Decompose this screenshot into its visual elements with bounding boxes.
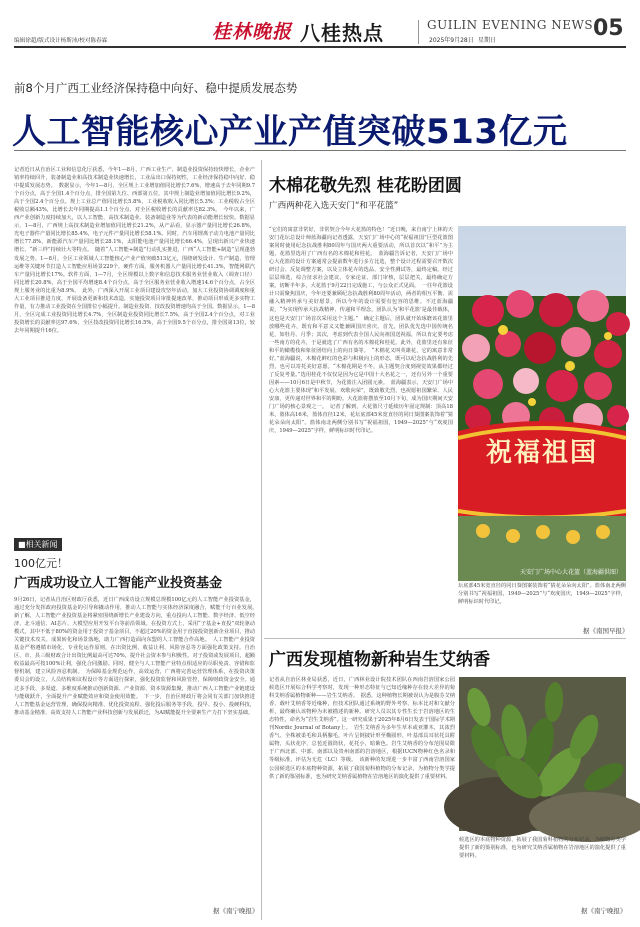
related-subhead: 100亿元！ bbox=[14, 557, 68, 570]
lead-rule bbox=[14, 150, 626, 151]
related-headline: 广西成功设立人工智能产业投资基金 bbox=[14, 576, 223, 591]
page-number: 05 bbox=[593, 16, 624, 41]
plant-article-body: 记者从自治区林业局获悉，近日，广西林业设计院技术团队在西南岩溶国家公园候选区开展综合科学考察时，发现一种形态特征与已知近缘种存在较大差异的菊科艾纳香属植物新种——岩生艾纳香。 据悉，这种植物长期被误认为是腹芬艾纳香、载叶艾纳香等近缘种，但技术团队通过系统的野外考察、标本比对和文献分析，最终确认该物种为未被描述的新种。研究人员以其专性生长于岩溶地区的生态特性，命名为“岩生艾纳香”。这一研究成果于2025年8月6日发表于国际学术期刊Nordic Journal of Botany上。 岩生艾纳香为多年生草本或亚灌木，其浓烈香气、全株被柔毛和具柄腺毛，叶片呈倒披针形至椭圆形，叶基部具耳状托具附属物，头状花序，总苞近圆筒状，花托小，暗紫色。岩生艾纳香的分布范围局限于广西北部、中部、南部以及贵州南部的岩溶地区，根据IUCN物种红色名录和等级标准，评估为无危（LC）等级。 该新种的发现进一步丰富了西南岩溶国家公园候选区的本底物种资源，拓展了我国菊科植物的分布记录，为植物分类学提供了新的鉴别标准，也为研究艾纳香属植物在岩溶地区的演化提供了重要材料。 bbox=[269, 677, 455, 780]
section-title: 八桂热点 bbox=[300, 21, 384, 45]
flowers-article-body-cont: 坛底部45米宽直径的同日葵图案装饰着“猜花朵朵向太阳”。篮体南北两侧分别书写“祝福祖国，1949—2025”与“欢度国庆，1949—2025”字样，鲜明标识时代印记。 bbox=[458, 583, 626, 606]
paper-english-name: GUILIN EVENING NEWS bbox=[427, 18, 594, 32]
newspaper-logo: 桂林晚报 bbox=[212, 21, 293, 43]
flower-basket-photo bbox=[458, 226, 626, 581]
header-divider bbox=[418, 20, 419, 44]
editor-credits: 编辑徐超/版式设计杨斯沛/校对陈春霖 bbox=[14, 38, 108, 44]
flower-basket-illustration bbox=[458, 226, 626, 581]
related-tag-label: 相关新闻 bbox=[25, 540, 58, 549]
flowers-bottom-rule bbox=[264, 638, 626, 639]
lead-kicker: 前8个月广西工业经济保持稳中向好、稳中提质发展态势 bbox=[14, 81, 298, 95]
related-article-body: 9月26日，记者从自治区财政厅获悉，近日广西成功设立规模总规模100亿元的人工智能产业投资基金，通过充分发挥政府投资基金的引导和撬动作用，推动人工智能与实体经济深度融合，赋能千行百业发展。 新了解，人工智能产业投资基金将紧密围绕新增长产业建设方向，重点投向人工智能、数字经济、低空经济、北斗通信、AI芯片、大模型应用开发平台等前沿领域。在投资方式上，采用“子基金+直投”双轮驱动模式，其中不低于80%的资金用于投资子基金项目，不超过20%的资金用于直接投资创新企业项目，推动关键技术攻关、成果转化和场景落地，助力广西打造面向东盟的人工智能合作高地。 人工智能产业投资基金严格遵循市场化、专业化运作原则，在出资比例、收益让利、风险容忍等方面强化政策支持。自治区、市、县三级财政合计出资比例最高可达70%，提升社会资本参与积极性。对子投资或发展项目，超额收益最高可按100%让利，强化合同激励。同时，健全与人工智能产业特点相适应的尽职免责、容错和监督机制，建立风险容忍机制。 为保障基金规范运作，高效运营，广西将完善运营管理体系，在投资决策委员会的设立，人员结构和议程设计等方面进行探索，强化投资监督和风险管控，保障财政资金安全。通过多手段、多渠道、多维度系统推动创新资源、产业资源、资本资源集聚，推动广西人工智能产业链建设与能级跃升，全面提升产业赋能效应和资金使用效能。 下一步，自治区财政厅将会同有关部门加快推进人工智能基金运营管理，确保投向精准、优化投资流程、强化投后服务等手段，投早、投小、投硬科技，推动基金精准、高效支持人工智能产业科技创新与发展跃迁，为AI赋能提升全要素生产力打下坚实基础。 bbox=[14, 597, 261, 716]
related-news-tag bbox=[14, 538, 62, 551]
flowers-source: 据《南国早报》 bbox=[583, 627, 629, 635]
photo-caption: 天安门广场中心大花篮（蓝海疆供图） bbox=[519, 569, 622, 576]
related-source: 据《南宁晚报》 bbox=[213, 907, 259, 915]
lead-article-body: 记者近日从自治区工业和信息化厅获悉，今年1—8月，广西工业生产、制造业投资保持较快增长，企业产销率持续回升，装备制造业和高技术制造业快速增长，工业品出口保持韧性，工业经济保持稳中向好、稳中提质发展态势。 数据显示，今年1—8月，全区规上工业增加值同比增长7.6%，增速高于去年同期9.7个百分点，高于全国1.4个百分点，排全国第九位、西部第五位，其中规上制造业增加值同比增长9.2%，高于全国2.4个百分点。规上工业总产值同比增长5.8%，工业税收收入同比增长5.3%；工业税收占全区税收总额43%，比增长去年同期提高1.1个百分点，对全区税收增长的贡献率达82.3%。 今年以来，广西产业创新力度持续加大，以人工智能、高技术制造业、装备制造业等为代表的新动能增长较快。数据显示，1—8月，广西规上高技术制造业增加值同比增长21.2%，从产品看，显示器产量同比增长26.8%，光电子器件产量同比增长85.4%，电子元件产量同比增长58.1%。同时，汽车用锂离子动力电池产量同比增长77.8%，新能源汽车产量同比增长28.1%，太阳能电池产量同比增长66.4%，呈现出新兴产业快速增长、“新三样”持续壮大等特点。 随着“人工智能+制造”行动扎实推进，广西“人工智能+制造”呈现蓬勃发展之势。1—8月，全区工业领域人工智能核心产业产值突破513亿元，围绕研发设计、生产制造、管理运维等关键环节打造人工智能应用场景229个，硬件方面，服务机器人产量同比增长41.3%，智能网联汽车产量同比增长17%。软件方面，1—7月，全区规模以上数字和信息技术服务业营业收入（调查口径）同比增长20.8%，高于全国平均增速8.4个百分点，高于全区服务业营业收入增速14.6个百分点，占全区规上服务业的比重为8.9%。 此外，广西深入开展工业项目建设攻坚年活动，加大工业投资协调调度和重大工业项目推进力度，开展设备更新和技术改造，实施投资项目审批提速改革，推动项目形成更多实物工作量，有力推动工业投资在全国排位小幅提升。制造业投资、技改投资增速均高于全国。数据显示，1—8月，全区完成工业投资同比增长4.7%，全区制造业投资同比增长7.5%，高于全国2.4个百分点，对工业投资增长的贡献率达97.6%，全区技改投资同比增长16.5%，高于全国9.5个百分点，排全国第13位，较去年同期提升16位。 bbox=[14, 167, 255, 334]
issue-date: 2025年9月28日 bbox=[429, 37, 474, 44]
column-divider bbox=[261, 160, 262, 920]
header-rule bbox=[14, 46, 626, 48]
plant-article-body-cont: 候选区的本底物种资源，拓展了我国菊科植物的分布记录，为植物分类学提供了新的鉴别标准，也为研究艾纳香属植物在岩溶地区的演化提供了重要材料。 bbox=[459, 837, 626, 860]
flowers-headline: 木棉花敬先烈 桂花盼团圆 bbox=[269, 176, 462, 196]
square-bullet-icon: ■ bbox=[18, 540, 26, 549]
lead-headline: 人工智能核心产业产值突破513亿元 bbox=[12, 112, 568, 152]
plant-source: 据《南宁晚报》 bbox=[581, 907, 627, 915]
plant-photo bbox=[459, 677, 626, 831]
plant-headline: 广西发现植物新种岩生艾纳香 bbox=[269, 650, 490, 670]
basket-banner-text: 祝福祖国 bbox=[485, 438, 598, 468]
flowers-article-body: “它们的寓意非常好，非常契合今年大花篮的特色！”近日晚，来自南宁上林的天安门花坛总设计师蓝海疆向记者透露，天安门广场中心的“祝福祖国”巨型花篮图案同时使用纪念抗战胜利80周年与国庆两大重要活动，所以首次以“和平”为主题，花篮里选用了广西有名的木棉花和桂花。 蓝海疆告诉记者，天安门广场中心大花篮的设计方案通常会提前数年进行多方比选，整个设计过程需要召开数次研讨会、反复调整方案，以及立体花卉的选品、安全性测试等，最终定稿。经过层层筛选，综合征求社会建议、专家论证、部门审核，层层把关，最终确定方案。切断半年多，大花篮于9月22日完成施工，与公众正式见面。 一往年花篮设计只需聚焦国庆，今年还要兼顾纪念抗战胜利80周年活动，两者的相互平衡、需融入精神传承与美好愿景。所以今年的设计需要有包容的思维。不过蓝海疆说，“为实现传承大抗战精神、传递和平理念，团队认为‘和平花篮’是最佳载体，这也是天安门广场首次采用这个主题。” 确定主题后，团队就开始琢磨该花篮里放哪些花卉，既有和平意义又能兼顾国庆喜庆。首先，团队优先选中国传统名花，如牡丹、月季；其次，考虑到代表全国人民向祖国送祝福，所以肯定要考虑一些南方的花卉，于是就选了广西有名的木棉花和桂花。此外，花篮里还有象征和平的橄榄枝和象征团结向上的向日葵等。 “木棉花又叫英雄花，它的寓意非常好。”蓝海疆说，木棉花鲜红的色彩与积极向上的形态，既可以纪念抗战胜利的先烈，也可以寄托美好意愿。“木棉花期是不冬，从主题契合度到视觉效果都经过了反复考量。”选用桂花不仅仅是因为它是中国十大名花之一，还有另外一个重要因素——10月6日是中秋节，为花篮注入团圆元素。 蓝海疆表示，天安门广场中心大花篮主要体现“和平发展、欢歌向荣”，既致敬先烈，也祝愿祖国繁荣、人民安康，更传递对世界和平的期盼。大花篮将摆放至10月下旬，成为国庆期间天安门广场的核心景观之一。 记者了解到，大花篮尺寸延续历年固定规制：顶高18米，篮体高16米，篮体直径12米，花坛底部45米宽直径的同日葵图案装饰着“猜花朵朵向太阳”。篮体南北两侧分别书写“祝福祖国，1949—2025”与“欢度国庆，1949—2025”字样，鲜明标识时代印记。 bbox=[269, 227, 453, 435]
flowers-subhead: 广西两种花入选天安门“和平花篮” bbox=[269, 201, 399, 211]
plant-illustration bbox=[459, 677, 626, 831]
issue-weekday: 星期日 bbox=[478, 37, 497, 44]
